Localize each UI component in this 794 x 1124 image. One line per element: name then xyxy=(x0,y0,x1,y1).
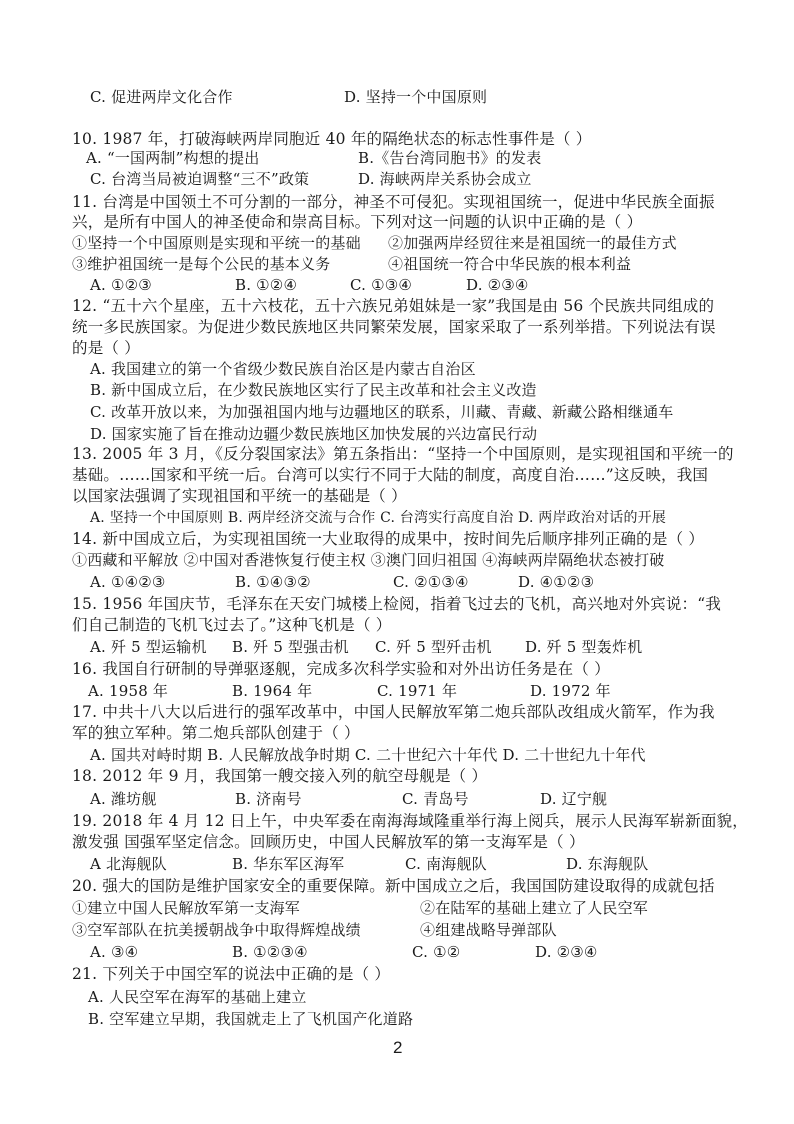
q20-statement-2: ②在陆军的基础上建立了人民空军 xyxy=(420,899,649,917)
q10-stem: 10. 1987 年，打破海峡两岸同胞近 40 年的隔绝状态的标志性事件是（ ） xyxy=(72,130,592,148)
q10-option-c: C. 台湾当局被迫调整“三不”政策 xyxy=(90,170,310,188)
q13-stem-line2: 基础。……国家和平统一后。台湾可以实行不同于大陆的制度，高度自治……”这反映，我国 xyxy=(72,466,709,484)
q19-stem-line2: 激发强 国强军坚定信念。回顾历史，中国人民解放军的第一支海军是（ ） xyxy=(72,833,585,851)
q15-option-d: D. 歼 5 型轰炸机 xyxy=(525,638,643,656)
q20-statement-4: ④组建战略导弹部队 xyxy=(420,921,557,939)
q21-option-a: A. 人民空军在海军的基础上建立 xyxy=(88,988,307,1006)
q14-option-b: B. ①④③② xyxy=(235,573,311,591)
q12-option-c: C. 改革开放以来，为加强祖国内地与边疆地区的联系，川藏、青藏、新藏公路相继通车 xyxy=(90,403,674,421)
q13-stem-line1: 13. 2005 年 3 月，《反分裂国家法》第五条指出：“坚持一个中国原则，是实现祖国和平统一的 xyxy=(72,445,734,463)
q14-option-c: C. ②①③④ xyxy=(393,573,469,591)
q12-option-d: D. 国家实施了旨在推动边疆少数民族地区加快发展的兴边富民行动 xyxy=(90,425,538,443)
q19-option-a: A 北海舰队 xyxy=(90,855,167,873)
q20-statement-3: ③空军部队在抗美援朝战争中取得辉煌战绩 xyxy=(72,921,361,939)
q11-statement-3: ③维护祖国统一是每个公民的基本义务 xyxy=(72,255,331,273)
q20-stem: 20. 强大的国防是维护国家安全的重要保障。新中国成立之后，我国国防建设取得的成就包括 xyxy=(72,877,715,895)
q17-stem-line2: 军的独立军种。第二炮兵部队创建于（ ） xyxy=(72,724,360,742)
q11-option-a: A. ①②③ xyxy=(90,276,152,294)
q10-option-a: A. “一国两制”构想的提出 xyxy=(86,149,260,167)
q15-option-b: B. 歼 5 型强击机 xyxy=(232,638,349,656)
q12-stem-line1: 12. “五十六个星座，五十六枝花，五十六族兄弟姐妹是一家”我国是由 56 个民族共同组成的 xyxy=(72,297,715,315)
page-number: 2 xyxy=(393,1038,403,1057)
q9-option-c: C. 促进两岸文化合作 xyxy=(90,88,233,106)
q16-option-b: B. 1964 年 xyxy=(232,682,313,700)
q15-option-a: A. 歼 5 型运输机 xyxy=(90,638,207,656)
q12-option-a: A. 我国建立的第一个省级少数民族自治区是内蒙古自治区 xyxy=(90,360,476,378)
q15-stem-line2: 们自己制造的飞机飞过去了。”这种飞机是（ ） xyxy=(72,616,392,634)
q10-option-d: D. 海峡两岸关系协会成立 xyxy=(358,170,532,188)
q18-option-d: D. 辽宁舰 xyxy=(540,790,608,808)
q18-option-c: C. 青岛号 xyxy=(402,790,469,808)
q11-stem-line2: 兴，是所有中国人的神圣使命和崇高目标。下列对这一问题的认识中正确的是（ ） xyxy=(72,213,643,231)
q20-option-c: C. ①② xyxy=(412,943,461,961)
q12-stem-line3: 的是（ ） xyxy=(72,339,140,357)
q16-option-c: C. 1971 年 xyxy=(377,682,458,700)
q11-statement-2: ②加强两岸经贸往来是祖国统一的最佳方式 xyxy=(388,234,677,252)
q19-stem-line1: 19. 2018 年 4 月 12 日上午，中央军委在南海海域隆重举行海上阅兵，展示人民海军崭新面貌， xyxy=(72,812,748,830)
q17-stem-line1: 17. 中共十八大以后进行的强军改革中，中国人民解放军第二炮兵部队改组成火箭军，作为我 xyxy=(72,703,715,721)
q19-option-c: C. 南海舰队 xyxy=(405,855,487,873)
q12-option-b: B. 新中国成立后，在少数民族地区实行了民主改革和社会主义改造 xyxy=(90,381,537,399)
q14-option-d: D. ④①②③ xyxy=(518,573,595,591)
q14-option-a: A. ①④②③ xyxy=(90,573,166,591)
q11-statement-1: ①坚持一个中国原则是实现和平统一的基础 xyxy=(72,234,361,252)
q19-option-d: D. 东海舰队 xyxy=(566,855,649,873)
q18-option-a: A. 潍坊舰 xyxy=(90,790,157,808)
q18-option-b: B. 济南号 xyxy=(235,790,302,808)
q16-option-a: A. 1958 年 xyxy=(88,682,169,700)
q13-options: A. 坚持一个中国原则 B. 两岸经济交流与合作 C. 台湾实行高度自治 D. 两岸政治对话的开展 xyxy=(90,510,667,526)
q14-stem: 14. 新中国成立后，为实现祖国统一大业取得的成果中，按时间先后顺序排列正确的是（ ） xyxy=(72,530,705,548)
q11-option-c: C. ①③④ xyxy=(350,276,413,294)
q19-option-b: B. 华东军区海军 xyxy=(232,855,345,873)
q14-statements: ①西藏和平解放 ②中国对香港恢复行使主权 ③澳门回归祖国 ④海峡两岸隔绝状态被打破 xyxy=(72,551,665,569)
q15-option-c: C. 歼 5 型歼击机 xyxy=(375,638,492,656)
q10-option-b: B.《告台湾同胞书》的发表 xyxy=(358,149,542,167)
q11-option-d: D. ②③④ xyxy=(466,276,529,294)
q12-stem-line2: 统一多民族国家。为促进少数民族地区共同繁荣发展，国家采取了一系列举措。下列说法有误 xyxy=(72,318,716,336)
q16-stem: 16. 我国自行研制的导弹驱逐舰，完成多次科学实验和对外出访任务是在（ ） xyxy=(72,660,610,678)
q16-option-d: D. 1972 年 xyxy=(530,682,611,700)
q18-stem: 18. 2012 年 9 月，我国第一艘交接入列的航空母舰是（ ） xyxy=(72,767,488,785)
q20-option-d: D. ②③④ xyxy=(535,943,598,961)
q15-stem-line1: 15. 1956 年国庆节，毛泽东在天安门城楼上检阅，指着飞过去的飞机，高兴地对外宾说：“我 xyxy=(72,595,722,613)
q11-option-b: B. ①②④ xyxy=(235,276,298,294)
q20-option-a: A. ③④ xyxy=(90,943,139,961)
q13-stem-line3: 以国家法强调了实现祖国和平统一的基础是（ ） xyxy=(72,487,407,505)
q21-stem: 21. 下列关于中国空军的说法中正确的是（ ） xyxy=(72,965,391,983)
q11-statement-4: ④祖国统一符合中华民族的根本利益 xyxy=(388,255,632,273)
q17-options: A. 国共对峙时期 B. 人民解放战争时期 C. 二十世纪六十年代 D. 二十世纪九十年代 xyxy=(90,746,646,764)
q20-statement-1: ①建立中国人民解放军第一支海军 xyxy=(72,899,301,917)
q20-option-b: B. ①②③④ xyxy=(232,943,308,961)
q11-stem-line1: 11. 台湾是中国领土不可分割的一部分，神圣不可侵犯。实现祖国统一，促进中华民族全面振 xyxy=(72,193,715,211)
q21-option-b: B. 空军建立早期，我国就走上了飞机国产化道路 xyxy=(88,1010,414,1028)
q9-option-d: D. 坚持一个中国原则 xyxy=(344,88,488,106)
